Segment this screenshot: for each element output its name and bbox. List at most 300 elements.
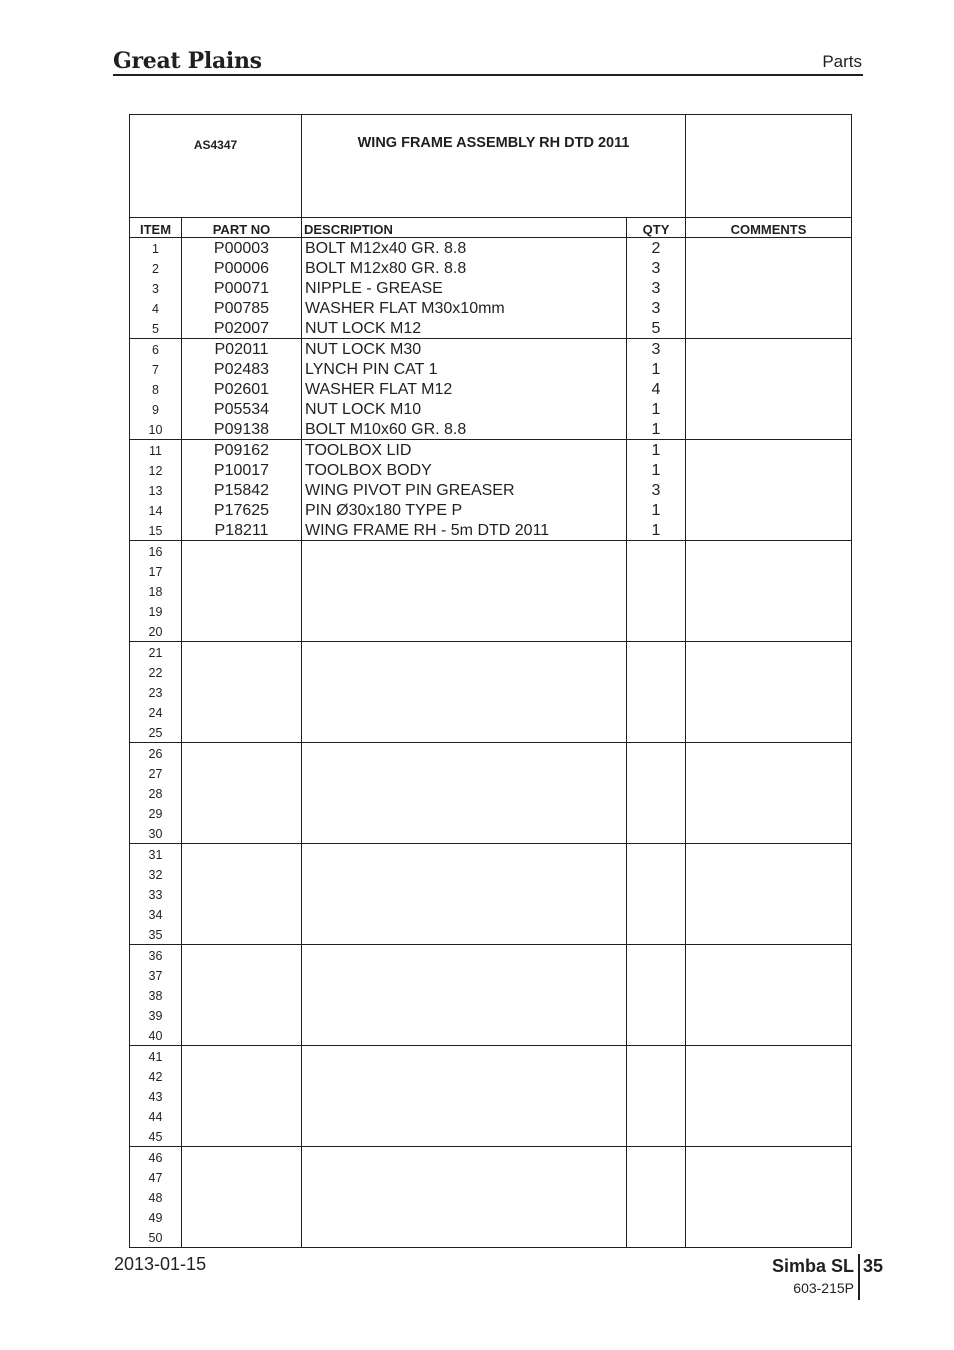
cell-part-no: P02601 bbox=[182, 379, 302, 399]
cell-description: WASHER FLAT M30x10mm bbox=[302, 298, 627, 318]
table-row bbox=[130, 1126, 852, 1147]
table-row bbox=[130, 298, 852, 318]
cell-description bbox=[302, 1025, 627, 1046]
cell-qty: 3 bbox=[627, 258, 686, 278]
cell-description bbox=[302, 924, 627, 945]
cell-qty bbox=[627, 1207, 686, 1227]
cell-part-no bbox=[182, 1147, 302, 1168]
cell-comments bbox=[686, 460, 852, 480]
cell-part-no bbox=[182, 1046, 302, 1067]
table-row bbox=[130, 945, 852, 966]
cell-description bbox=[302, 884, 627, 904]
cell-item: 47 bbox=[130, 1167, 182, 1187]
cell-comments bbox=[686, 1207, 852, 1227]
cell-item: 43 bbox=[130, 1086, 182, 1106]
parts-table bbox=[129, 114, 852, 1248]
cell-item: 40 bbox=[130, 1025, 182, 1046]
cell-item: 11 bbox=[130, 440, 182, 461]
cell-comments bbox=[686, 985, 852, 1005]
table-row bbox=[130, 1086, 852, 1106]
cell-description bbox=[302, 1147, 627, 1168]
cell-item: 20 bbox=[130, 621, 182, 642]
cell-qty: 1 bbox=[627, 520, 686, 541]
cell-description bbox=[302, 1005, 627, 1025]
table-row bbox=[130, 1187, 852, 1207]
cell-comments bbox=[686, 1046, 852, 1067]
table-row bbox=[130, 803, 852, 823]
cell-qty bbox=[627, 763, 686, 783]
cell-comments bbox=[686, 662, 852, 682]
cell-comments bbox=[686, 803, 852, 823]
cell-part-no bbox=[182, 1187, 302, 1207]
cell-part-no bbox=[182, 561, 302, 581]
cell-comments bbox=[686, 924, 852, 945]
cell-description bbox=[302, 965, 627, 985]
assembly-number: AS4347 bbox=[130, 115, 302, 218]
cell-comments bbox=[686, 763, 852, 783]
col-header-description: DESCRIPTION bbox=[302, 218, 627, 238]
cell-qty: 1 bbox=[627, 419, 686, 440]
cell-qty: 5 bbox=[627, 318, 686, 339]
cell-part-no: P00006 bbox=[182, 258, 302, 278]
cell-part-no bbox=[182, 985, 302, 1005]
cell-item: 12 bbox=[130, 460, 182, 480]
cell-description: NUT LOCK M30 bbox=[302, 339, 627, 360]
cell-qty bbox=[627, 682, 686, 702]
cell-qty bbox=[627, 985, 686, 1005]
cell-comments bbox=[686, 480, 852, 500]
cell-comments bbox=[686, 743, 852, 764]
cell-qty bbox=[627, 1025, 686, 1046]
cell-qty bbox=[627, 844, 686, 865]
cell-qty: 2 bbox=[627, 238, 686, 259]
cell-description bbox=[302, 621, 627, 642]
cell-description: NIPPLE - GREASE bbox=[302, 278, 627, 298]
cell-description bbox=[302, 945, 627, 966]
cell-item: 24 bbox=[130, 702, 182, 722]
cell-comments bbox=[686, 642, 852, 663]
table-row bbox=[130, 722, 852, 743]
col-header-qty: QTY bbox=[627, 218, 686, 238]
cell-description bbox=[302, 844, 627, 865]
cell-item: 29 bbox=[130, 803, 182, 823]
table-row bbox=[130, 561, 852, 581]
cell-part-no bbox=[182, 702, 302, 722]
cell-comments bbox=[686, 1147, 852, 1168]
section-title: Parts bbox=[822, 52, 862, 71]
cell-qty bbox=[627, 621, 686, 642]
cell-item: 1 bbox=[130, 238, 182, 259]
cell-description: PIN Ø30x180 TYPE P bbox=[302, 500, 627, 520]
cell-description bbox=[302, 743, 627, 764]
cell-description: NUT LOCK M10 bbox=[302, 399, 627, 419]
cell-qty bbox=[627, 823, 686, 844]
cell-qty bbox=[627, 743, 686, 764]
cell-comments bbox=[686, 844, 852, 865]
cell-part-no bbox=[182, 621, 302, 642]
cell-description: BOLT M12x40 GR. 8.8 bbox=[302, 238, 627, 259]
cell-item: 35 bbox=[130, 924, 182, 945]
cell-part-no bbox=[182, 904, 302, 924]
cell-description: BOLT M12x80 GR. 8.8 bbox=[302, 258, 627, 278]
col-header-item: ITEM bbox=[130, 218, 182, 238]
table-row bbox=[130, 884, 852, 904]
cell-description: LYNCH PIN CAT 1 bbox=[302, 359, 627, 379]
cell-description bbox=[302, 763, 627, 783]
cell-item: 34 bbox=[130, 904, 182, 924]
table-row bbox=[130, 440, 852, 461]
cell-qty bbox=[627, 1066, 686, 1086]
cell-description bbox=[302, 1207, 627, 1227]
cell-part-no bbox=[182, 763, 302, 783]
cell-item: 26 bbox=[130, 743, 182, 764]
cell-comments bbox=[686, 561, 852, 581]
cell-comments bbox=[686, 965, 852, 985]
cell-part-no: P02483 bbox=[182, 359, 302, 379]
cell-comments bbox=[686, 945, 852, 966]
cell-qty bbox=[627, 945, 686, 966]
cell-item: 45 bbox=[130, 1126, 182, 1147]
cell-comments bbox=[686, 339, 852, 360]
cell-item: 19 bbox=[130, 601, 182, 621]
cell-item: 6 bbox=[130, 339, 182, 360]
cell-part-no: P17625 bbox=[182, 500, 302, 520]
cell-description bbox=[302, 1187, 627, 1207]
cell-qty bbox=[627, 1046, 686, 1067]
cell-description: WING FRAME RH - 5m DTD 2011 bbox=[302, 520, 627, 541]
cell-qty: 3 bbox=[627, 278, 686, 298]
cell-part-no: P02007 bbox=[182, 318, 302, 339]
cell-comments bbox=[686, 1066, 852, 1086]
cell-item: 9 bbox=[130, 399, 182, 419]
cell-qty bbox=[627, 965, 686, 985]
cell-item: 13 bbox=[130, 480, 182, 500]
table-row bbox=[130, 924, 852, 945]
cell-part-no: P09162 bbox=[182, 440, 302, 461]
cell-description bbox=[302, 541, 627, 562]
table-row bbox=[130, 379, 852, 399]
cell-comments bbox=[686, 500, 852, 520]
cell-qty bbox=[627, 1147, 686, 1168]
cell-qty bbox=[627, 1106, 686, 1126]
assembly-title-row bbox=[130, 115, 852, 218]
cell-description bbox=[302, 1227, 627, 1248]
table-row bbox=[130, 520, 852, 541]
cell-qty bbox=[627, 904, 686, 924]
table-row bbox=[130, 339, 852, 360]
cell-part-no bbox=[182, 864, 302, 884]
cell-description bbox=[302, 904, 627, 924]
cell-item: 25 bbox=[130, 722, 182, 743]
cell-item: 39 bbox=[130, 1005, 182, 1025]
cell-comments bbox=[686, 1106, 852, 1126]
cell-part-no bbox=[182, 884, 302, 904]
table-row bbox=[130, 1025, 852, 1046]
table-row bbox=[130, 1147, 852, 1168]
table-row bbox=[130, 460, 852, 480]
table-row bbox=[130, 783, 852, 803]
cell-item: 28 bbox=[130, 783, 182, 803]
cell-comments bbox=[686, 581, 852, 601]
table-row bbox=[130, 500, 852, 520]
cell-qty bbox=[627, 1227, 686, 1248]
cell-part-no bbox=[182, 803, 302, 823]
cell-qty bbox=[627, 601, 686, 621]
table-row bbox=[130, 743, 852, 764]
cell-comments bbox=[686, 904, 852, 924]
cell-comments bbox=[686, 1086, 852, 1106]
cell-part-no bbox=[182, 1005, 302, 1025]
cell-description bbox=[302, 803, 627, 823]
cell-comments bbox=[686, 601, 852, 621]
cell-item: 31 bbox=[130, 844, 182, 865]
cell-item: 49 bbox=[130, 1207, 182, 1227]
cell-description bbox=[302, 864, 627, 884]
cell-part-no: P10017 bbox=[182, 460, 302, 480]
cell-qty bbox=[627, 642, 686, 663]
cell-part-no bbox=[182, 1167, 302, 1187]
cell-qty bbox=[627, 581, 686, 601]
footer-date: 2013-01-15 bbox=[114, 1254, 207, 1274]
cell-qty bbox=[627, 541, 686, 562]
table-row bbox=[130, 864, 852, 884]
table-row bbox=[130, 763, 852, 783]
cell-comments bbox=[686, 702, 852, 722]
cell-comments bbox=[686, 541, 852, 562]
cell-qty: 1 bbox=[627, 460, 686, 480]
cell-description bbox=[302, 682, 627, 702]
cell-part-no bbox=[182, 1126, 302, 1147]
cell-item: 15 bbox=[130, 520, 182, 541]
cell-description: NUT LOCK M12 bbox=[302, 318, 627, 339]
cell-comments bbox=[686, 238, 852, 259]
cell-comments bbox=[686, 359, 852, 379]
table-row bbox=[130, 1066, 852, 1086]
table-row bbox=[130, 965, 852, 985]
cell-comments bbox=[686, 520, 852, 541]
table-row bbox=[130, 642, 852, 663]
cell-item: 3 bbox=[130, 278, 182, 298]
table-row bbox=[130, 823, 852, 844]
table-row bbox=[130, 419, 852, 440]
cell-qty bbox=[627, 722, 686, 743]
document-number: 603-215P bbox=[793, 1280, 854, 1296]
cell-part-no bbox=[182, 1066, 302, 1086]
cell-part-no: P00071 bbox=[182, 278, 302, 298]
cell-comments bbox=[686, 783, 852, 803]
cell-part-no bbox=[182, 844, 302, 865]
cell-comments bbox=[686, 419, 852, 440]
cell-item: 37 bbox=[130, 965, 182, 985]
cell-qty: 1 bbox=[627, 359, 686, 379]
cell-description bbox=[302, 1106, 627, 1126]
page-number: 35 bbox=[863, 1256, 884, 1276]
brand-logo: Great Plains bbox=[113, 48, 262, 74]
cell-part-no: P15842 bbox=[182, 480, 302, 500]
table-row bbox=[130, 278, 852, 298]
table-row bbox=[130, 480, 852, 500]
cell-description: TOOLBOX LID bbox=[302, 440, 627, 461]
table-row bbox=[130, 662, 852, 682]
table-row bbox=[130, 1046, 852, 1067]
table-row bbox=[130, 359, 852, 379]
cell-part-no bbox=[182, 722, 302, 743]
cell-part-no bbox=[182, 662, 302, 682]
cell-item: 4 bbox=[130, 298, 182, 318]
cell-part-no bbox=[182, 682, 302, 702]
cell-part-no bbox=[182, 541, 302, 562]
col-header-part-no: PART NO bbox=[182, 218, 302, 238]
cell-comments bbox=[686, 258, 852, 278]
assembly-title: WING FRAME ASSEMBLY RH DTD 2011 bbox=[302, 115, 686, 218]
table-row bbox=[130, 844, 852, 865]
cell-comments bbox=[686, 278, 852, 298]
cell-description: WING PIVOT PIN GREASER bbox=[302, 480, 627, 500]
cell-item: 50 bbox=[130, 1227, 182, 1248]
cell-item: 8 bbox=[130, 379, 182, 399]
cell-qty: 1 bbox=[627, 440, 686, 461]
cell-item: 18 bbox=[130, 581, 182, 601]
cell-comments bbox=[686, 1227, 852, 1248]
cell-description bbox=[302, 1167, 627, 1187]
cell-description bbox=[302, 662, 627, 682]
cell-description bbox=[302, 702, 627, 722]
table-row bbox=[130, 399, 852, 419]
cell-comments bbox=[686, 621, 852, 642]
cell-qty: 4 bbox=[627, 379, 686, 399]
cell-part-no bbox=[182, 1207, 302, 1227]
cell-description bbox=[302, 581, 627, 601]
cell-qty bbox=[627, 662, 686, 682]
cell-part-no: P00003 bbox=[182, 238, 302, 259]
cell-part-no: P09138 bbox=[182, 419, 302, 440]
cell-item: 5 bbox=[130, 318, 182, 339]
cell-item: 2 bbox=[130, 258, 182, 278]
cell-part-no bbox=[182, 823, 302, 844]
cell-qty bbox=[627, 884, 686, 904]
cell-item: 48 bbox=[130, 1187, 182, 1207]
table-row bbox=[130, 1005, 852, 1025]
cell-description bbox=[302, 642, 627, 663]
cell-qty bbox=[627, 864, 686, 884]
cell-description bbox=[302, 601, 627, 621]
table-row bbox=[130, 985, 852, 1005]
table-row bbox=[130, 702, 852, 722]
table-row bbox=[130, 318, 852, 339]
cell-qty bbox=[627, 783, 686, 803]
cell-part-no bbox=[182, 642, 302, 663]
cell-qty: 1 bbox=[627, 500, 686, 520]
cell-qty bbox=[627, 702, 686, 722]
cell-part-no bbox=[182, 1025, 302, 1046]
cell-qty: 3 bbox=[627, 480, 686, 500]
cell-comments bbox=[686, 823, 852, 844]
cell-comments bbox=[686, 1167, 852, 1187]
cell-description bbox=[302, 722, 627, 743]
assembly-comment-box bbox=[686, 115, 852, 218]
cell-item: 30 bbox=[130, 823, 182, 844]
cell-description bbox=[302, 783, 627, 803]
cell-comments bbox=[686, 682, 852, 702]
table-row bbox=[130, 904, 852, 924]
cell-item: 44 bbox=[130, 1106, 182, 1126]
cell-part-no bbox=[182, 581, 302, 601]
cell-part-no bbox=[182, 1086, 302, 1106]
table-row bbox=[130, 258, 852, 278]
cell-qty bbox=[627, 1167, 686, 1187]
footer-model: Simba SL bbox=[771, 1256, 854, 1276]
table-row bbox=[130, 601, 852, 621]
cell-description bbox=[302, 1086, 627, 1106]
cell-item: 41 bbox=[130, 1046, 182, 1067]
cell-item: 17 bbox=[130, 561, 182, 581]
cell-description: TOOLBOX BODY bbox=[302, 460, 627, 480]
cell-item: 36 bbox=[130, 945, 182, 966]
cell-qty bbox=[627, 561, 686, 581]
cell-part-no: P18211 bbox=[182, 520, 302, 541]
cell-qty bbox=[627, 1005, 686, 1025]
cell-comments bbox=[686, 1126, 852, 1147]
table-row bbox=[130, 1167, 852, 1187]
cell-comments bbox=[686, 298, 852, 318]
cell-item: 14 bbox=[130, 500, 182, 520]
cell-comments bbox=[686, 864, 852, 884]
cell-comments bbox=[686, 1025, 852, 1046]
cell-item: 33 bbox=[130, 884, 182, 904]
cell-part-no: P00785 bbox=[182, 298, 302, 318]
table-row bbox=[130, 621, 852, 642]
table-row bbox=[130, 682, 852, 702]
cell-part-no bbox=[182, 945, 302, 966]
header-rule bbox=[113, 74, 863, 76]
cell-item: 42 bbox=[130, 1066, 182, 1086]
cell-part-no: P05534 bbox=[182, 399, 302, 419]
cell-comments bbox=[686, 399, 852, 419]
table-row bbox=[130, 581, 852, 601]
table-row bbox=[130, 1106, 852, 1126]
cell-qty bbox=[627, 924, 686, 945]
cell-item: 16 bbox=[130, 541, 182, 562]
cell-description bbox=[302, 823, 627, 844]
cell-comments bbox=[686, 1005, 852, 1025]
cell-qty: 3 bbox=[627, 339, 686, 360]
cell-qty bbox=[627, 803, 686, 823]
col-header-comments: COMMENTS bbox=[686, 218, 852, 238]
cell-comments bbox=[686, 440, 852, 461]
cell-comments bbox=[686, 884, 852, 904]
cell-qty bbox=[627, 1086, 686, 1106]
cell-qty bbox=[627, 1126, 686, 1147]
table-row bbox=[130, 541, 852, 562]
cell-comments bbox=[686, 722, 852, 743]
cell-item: 27 bbox=[130, 763, 182, 783]
cell-part-no bbox=[182, 965, 302, 985]
cell-item: 46 bbox=[130, 1147, 182, 1168]
table-row bbox=[130, 1227, 852, 1248]
cell-part-no bbox=[182, 1227, 302, 1248]
cell-description bbox=[302, 1066, 627, 1086]
table-row bbox=[130, 1207, 852, 1227]
cell-part-no bbox=[182, 783, 302, 803]
cell-part-no bbox=[182, 743, 302, 764]
cell-description: WASHER FLAT M12 bbox=[302, 379, 627, 399]
cell-comments bbox=[686, 318, 852, 339]
cell-item: 22 bbox=[130, 662, 182, 682]
table-row bbox=[130, 238, 852, 259]
cell-comments bbox=[686, 1187, 852, 1207]
cell-comments bbox=[686, 379, 852, 399]
cell-item: 7 bbox=[130, 359, 182, 379]
